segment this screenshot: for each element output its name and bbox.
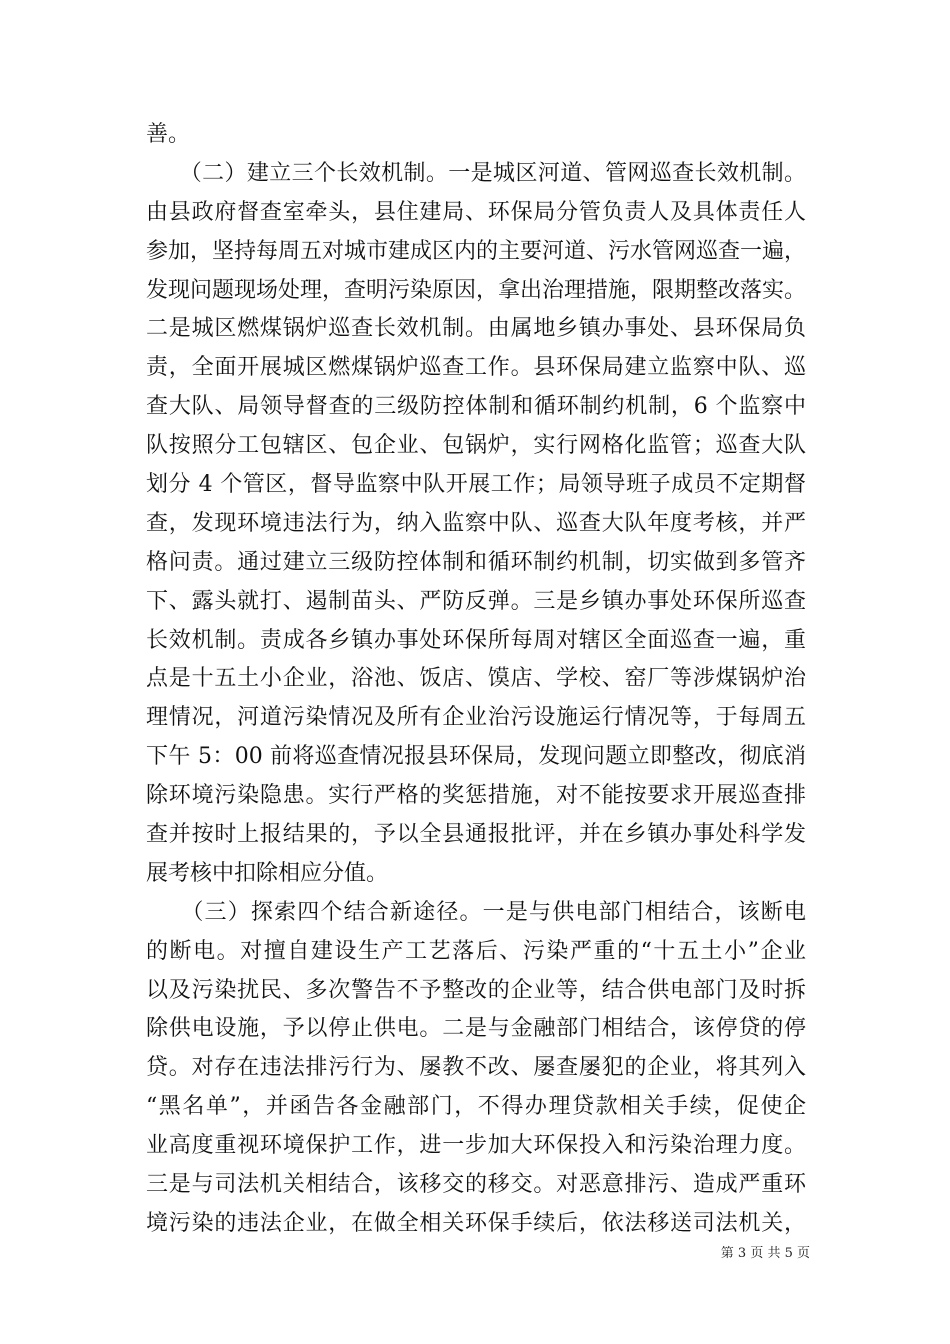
text-line: 下、露头就打、遏制苗头、严防反弹。三是乡镇办事处环保所巡查 xyxy=(146,588,806,614)
text-line: 的断电。对擅自建设生产工艺落后、污染严重的“十五土小”企业 xyxy=(146,938,806,964)
text-line: 展考核中扣除相应分值。 xyxy=(146,860,389,886)
text-line: 以及污染扰民、多次警告不予整改的企业等，结合供电部门及时拆 xyxy=(146,977,806,1003)
text-line: 除环境污染隐患。实行严格的奖惩措施，对不能按要求开展巡查排 xyxy=(146,783,806,809)
text-line: 境污染的违法企业，在做全相关环保手续后，依法移送司法机关， xyxy=(146,1210,806,1236)
text-line: 队按照分工包辖区、包企业、包锅炉，实行网格化监管；巡查大队 xyxy=(146,433,806,459)
text-line: 查并按时上报结果的，予以全县通报批评，并在乡镇办事处科学发 xyxy=(146,822,806,848)
text-line: 责，全面开展城区燃煤锅炉巡查工作。县环保局建立监察中队、巡 xyxy=(146,355,806,381)
text-line: 三是与司法机关相结合，该移交的移交。对恶意排污、造成严重环 xyxy=(146,1172,806,1198)
text-line: （三）探索四个结合新途径。一是与供电部门相结合，该断电 xyxy=(146,899,806,925)
text-line: 由县政府督查室牵头，县住建局、环保局分管负责人及具体责任人 xyxy=(146,199,806,225)
page-number-footer: 第 3 页 共 5 页 xyxy=(720,1246,810,1261)
body-text xyxy=(146,116,806,1244)
text-line: 查大队、局领导督查的三级防控体制和循环制约机制，6 个监察中 xyxy=(146,394,806,420)
text-line: 除供电设施，予以停止供电。二是与金融部门相结合，该停贷的停 xyxy=(146,1016,806,1042)
text-line: “黑名单”，并函告各金融部门，不得办理贷款相关手续，促使企 xyxy=(146,1094,806,1120)
text-line: 划分 4 个管区，督导监察中队开展工作；局领导班子成员不定期督 xyxy=(146,472,806,498)
text-line: 参加，坚持每周五对城市建成区内的主要河道、污水管网巡查一遍， xyxy=(146,238,807,264)
text-line: 长效机制。责成各乡镇办事处环保所每周对辖区全面巡查一遍，重 xyxy=(146,627,806,653)
text-line: 格问责。通过建立三级防控体制和循环制约机制，切实做到多管齐 xyxy=(146,549,806,575)
text-line: 善。 xyxy=(146,122,191,147)
text-line: 查，发现环境违法行为，纳入监察中队、巡查大队年度考核，并严 xyxy=(146,510,806,536)
text-line: （二）建立三个长效机制。一是城区河道、管网巡查长效机制。 xyxy=(146,160,806,186)
text-line: 理情况，河道污染情况及所有企业治污设施运行情况等，于每周五 xyxy=(146,705,806,731)
text-line: 业高度重视环境保护工作，进一步加大环保投入和污染治理力度。 xyxy=(146,1133,806,1159)
text-line: 下午 5：00 前将巡查情况报县环保局，发现问题立即整改，彻底消 xyxy=(146,744,806,770)
text-line: 点是十五土小企业，浴池、饭店、馍店、学校、窑厂等涉煤锅炉治 xyxy=(146,666,806,692)
text-line: 贷。对存在违法排污行为、屡教不改、屡查屡犯的企业，将其列入 xyxy=(146,1055,806,1081)
text-line: 发现问题现场处理，查明污染原因，拿出治理措施，限期整改落实。 xyxy=(146,277,807,303)
text-line: 二是城区燃煤锅炉巡查长效机制。由属地乡镇办事处、县环保局负 xyxy=(146,316,806,342)
